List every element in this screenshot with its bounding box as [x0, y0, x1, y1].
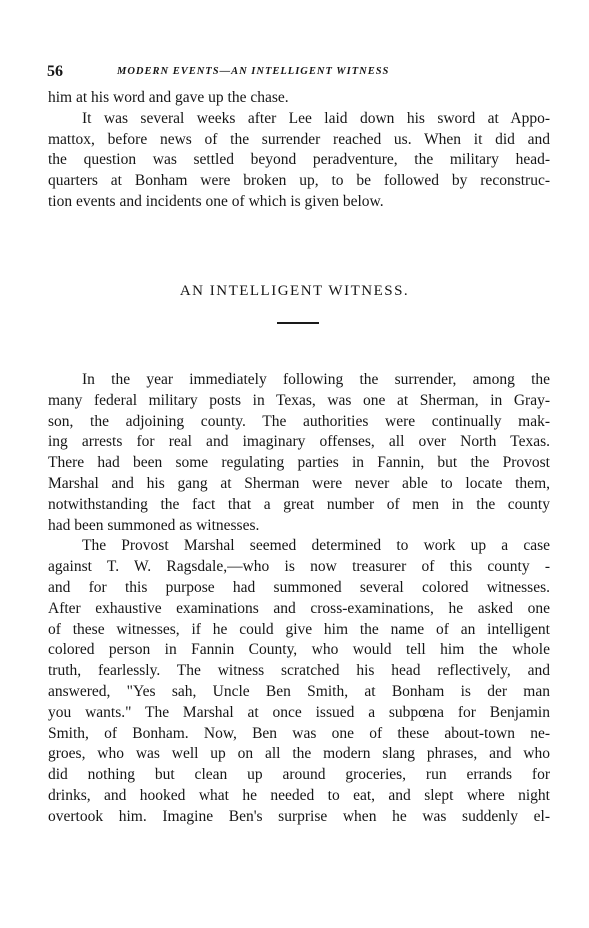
text-line: In the year immediately following the surrender, among the [82, 371, 550, 388]
text-line: many federal military posts in Texas, was one at Sherman, in Gray- [48, 391, 550, 409]
text-line: of these witnesses, if he could give him the name of an intelligent [48, 620, 550, 638]
section-rule [277, 322, 319, 324]
text-line: son, the adjoining county. The authorities were continually mak- [48, 412, 550, 430]
text-line: groes, who was well up on all the modern slang phrases, and who [48, 745, 550, 763]
text-line: There had been some regulating parties in Fannin, but the Provost [48, 454, 550, 472]
text-line: did nothing but clean up around groceries, run errands for [48, 766, 550, 784]
text-line: colored person in Fannin County, who would tell him the whole [48, 641, 550, 659]
text-line: notwithstanding the fact that a great number of men in the county [48, 495, 550, 513]
text-line: After exhaustive examinations and cross-examinations, he asked one [48, 599, 550, 617]
text-line: It was several weeks after Lee laid down his sword at Appo- [82, 109, 550, 127]
text-line: and for this purpose had summoned several colored witnesses. [48, 578, 550, 596]
intro-paragraphs [48, 88, 550, 213]
text-line: him at his word and gave up the chase. [48, 89, 289, 106]
text-line: ing arrests for real and imaginary offenses, all over North Texas. [48, 433, 550, 451]
text-line: truth, fearlessly. The witness scratched his head reflectively, and [48, 662, 550, 680]
page-number: 56 [47, 63, 63, 80]
section-heading: AN INTELLIGENT WITNESS. [179, 283, 410, 299]
text-line: answered, "Yes sah, Uncle Ben Smith, at Bonham is der man [48, 682, 550, 700]
text-line: you wants." The Marshal at once issued a subpœna for Benjamin [48, 703, 550, 721]
text-line: The Provost Marshal seemed determined to work up a case [82, 537, 550, 555]
text-line: overtook him. Imagine Ben's surprise when he was suddenly el- [48, 807, 550, 825]
text-line: Smith, of Bonham. Now, Ben was one of these about-town ne- [48, 724, 550, 742]
text-line: the question was settled beyond peradventure, the military head- [48, 151, 550, 169]
text-line: quarters at Bonham were broken up, to be followed by reconstruc- [48, 172, 550, 190]
running-head [47, 62, 550, 82]
text-line: against T. W. Ragsdale,—who is now treasurer of this county - [48, 558, 550, 576]
body-paragraphs [48, 370, 550, 828]
text-line: had been summoned as witnesses. [48, 516, 260, 534]
text-line: mattox, before news of the surrender reached us. When it did and [48, 130, 550, 148]
text-line: tion events and incidents one of which is given below. [48, 192, 384, 210]
text-line: Marshal and his gang at Sherman were never able to locate them, [48, 474, 550, 492]
text-line: drinks, and hooked what he needed to eat, and slept where night [48, 786, 550, 804]
running-title: MODERN EVENTS—AN INTELLIGENT WITNESS [117, 66, 390, 77]
